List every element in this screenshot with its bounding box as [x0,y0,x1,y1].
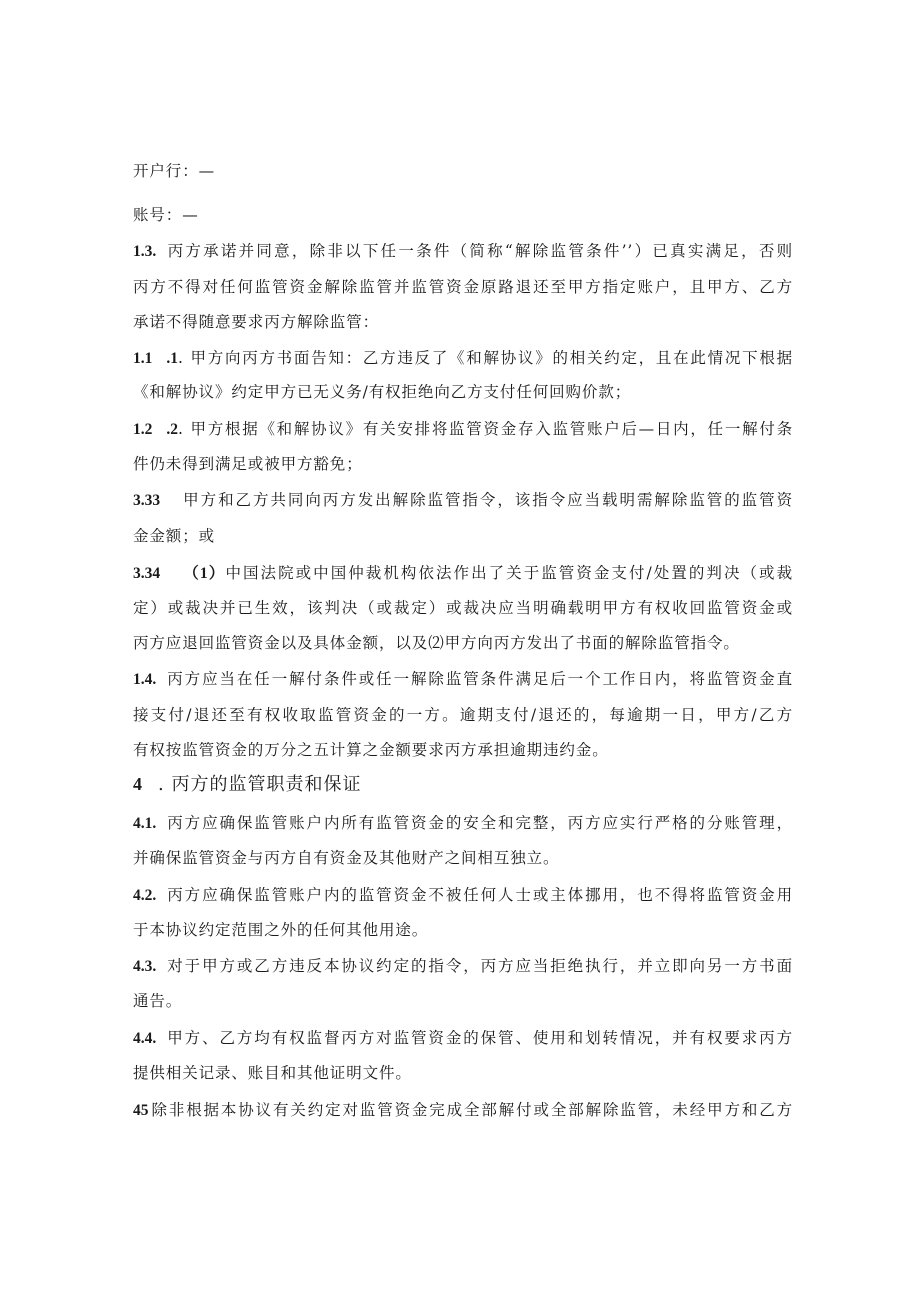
clause-subnumber: .1 [166,350,178,367]
clause-number: 4.4. [133,1030,157,1047]
clause-3-34-line-3 [133,633,793,653]
clause-3-34-line-1 [133,563,793,584]
clause-3-34-line-2 [133,598,793,618]
clause-4-3-line-2 [133,991,793,1011]
section-title: . 丙方的监管职责和保证 [158,774,362,795]
section-4-heading [133,774,793,795]
clause-text: 甲方和乙方共同向丙方发出解除监管指令，该指令应当载明需解除监管的监管资 [182,491,793,509]
clause-1-2-line-2 [133,454,793,474]
clause-text: 丙方承诺并同意，除非以下任一条件（简称“解除监管条件’’）已真实满足，否则 [166,242,793,260]
clause-text: 提供相关记录、账目和其他证明文件。 [133,1064,412,1082]
clause-text: . 甲方向丙方书面告知：乙方违反了《和解协议》的相关约定，且在此情况下根据 [178,349,793,367]
clause-1-4-line-1 [133,669,793,690]
clause-subnumber: .2 [166,421,178,438]
clause-text: 甲方、乙方均有权监督丙方对监管资金的保管、使用和划转情况，并有权要求丙方 [166,1029,793,1047]
account-label: 账号：— [133,206,199,224]
clause-4-5-line-1 [133,1100,793,1121]
clause-4-2-line-1 [133,885,793,906]
clause-text: 丙方不得对任何监管资金解除监管并监管资金原路退还至甲方指定账户，且甲方、乙方 [133,278,793,296]
bank-line [133,161,793,181]
clause-1-4-line-3 [133,740,793,760]
clause-number: 4.2. [133,887,157,904]
clause-text: 丙方应退回监管资金以及具体金额，以及⑵甲方向丙方发出了书面的解除监管指令。 [133,634,740,652]
clause-number: 4.1. [133,815,157,832]
clause-4-1-line-2 [133,848,793,868]
clause-number: 1.4. [133,671,157,688]
clause-1-3-line-3 [133,312,793,332]
clause-1-3-line-2 [133,277,793,297]
clause-text: 件仍未得到满足或被甲方豁免； [133,455,363,473]
clause-3-33-line-1 [133,490,793,511]
clause-text: . 甲方根据《和解协议》有关安排将监管资金存入监管账户后—日内，任一解付条 [178,420,793,438]
clause-number: 1.2 [133,421,153,438]
clause-text: 丙方应当在任一解付条件或任一解除监管条件满足后一个工作日内，将监管资金直 [166,670,793,688]
clause-text: 金金额；或 [133,527,216,545]
clause-text: 通告。 [133,992,183,1010]
clause-number: 3.34 [133,565,161,582]
clause-text: 定）或裁决并已生效，该判决（或裁定）或裁决应当明确载明甲方有权收回监管资金或 [133,599,793,617]
clause-1-2-line-1 [133,419,793,440]
clause-1-1-line-1 [133,348,793,369]
account-line [133,205,793,225]
clause-text: 承诺不得随意要求丙方解除监管： [133,313,380,331]
bank-label: 开户行：— [133,162,216,180]
clause-1-4-line-2 [133,705,793,725]
clause-1-3-line-1 [133,241,793,262]
clause-number: 4.3. [133,958,157,975]
section-number: 4 [133,774,142,794]
clause-number: 1.1 [133,350,153,367]
clause-1-1-line-2 [133,382,793,402]
clause-text: 《和解协议》约定甲方已无义务/有权拒绝向乙方支付任何回购价款； [133,383,632,401]
clause-text: 丙方应确保监管账户内所有监管资金的安全和完整，丙方应实行严格的分账管理， [166,814,793,832]
clause-3-33-line-2 [133,526,793,546]
clause-4-3-line-1 [133,956,793,977]
clause-number: 45 [133,1102,149,1119]
clause-text: 丙方应确保监管账户内的监管资金不被任何人士或主体挪用，也不得将监管资金用 [166,886,793,904]
clause-text: 并确保监管资金与丙方自有资金及其他财产之间相互独立。 [133,849,560,867]
clause-4-2-line-2 [133,920,793,940]
clause-4-1-line-1 [133,813,793,834]
clause-number: 3.33 [133,492,161,509]
clause-number: 1.3. [133,243,157,260]
clause-text: 于本协议约定范围之外的任何其他用途。 [133,921,429,939]
clause-4-4-line-2 [133,1063,793,1083]
clause-text: 对于甲方或乙方违反本协议约定的指令，丙方应当拒绝执行，并立即向另一方书面 [166,957,793,975]
clause-subnumber: （1） [182,565,226,582]
clause-text: 除非根据本协议有关约定对监管资金完成全部解付或全部解除监管，未经甲方和乙方 [150,1101,793,1119]
clause-text: 中国法院或中国仲裁机构依法作出了关于监管资金支付/处置的判决（或裁 [225,564,793,582]
clause-text: 接支付/退还至有权收取监管资金的一方。逾期支付/退还的，每逾期一日，甲方/乙方 [133,706,793,724]
clause-4-4-line-1 [133,1028,793,1049]
clause-text: 有权按监管资金的万分之五计算之金额要求丙方承担逾期违约金。 [133,741,609,759]
